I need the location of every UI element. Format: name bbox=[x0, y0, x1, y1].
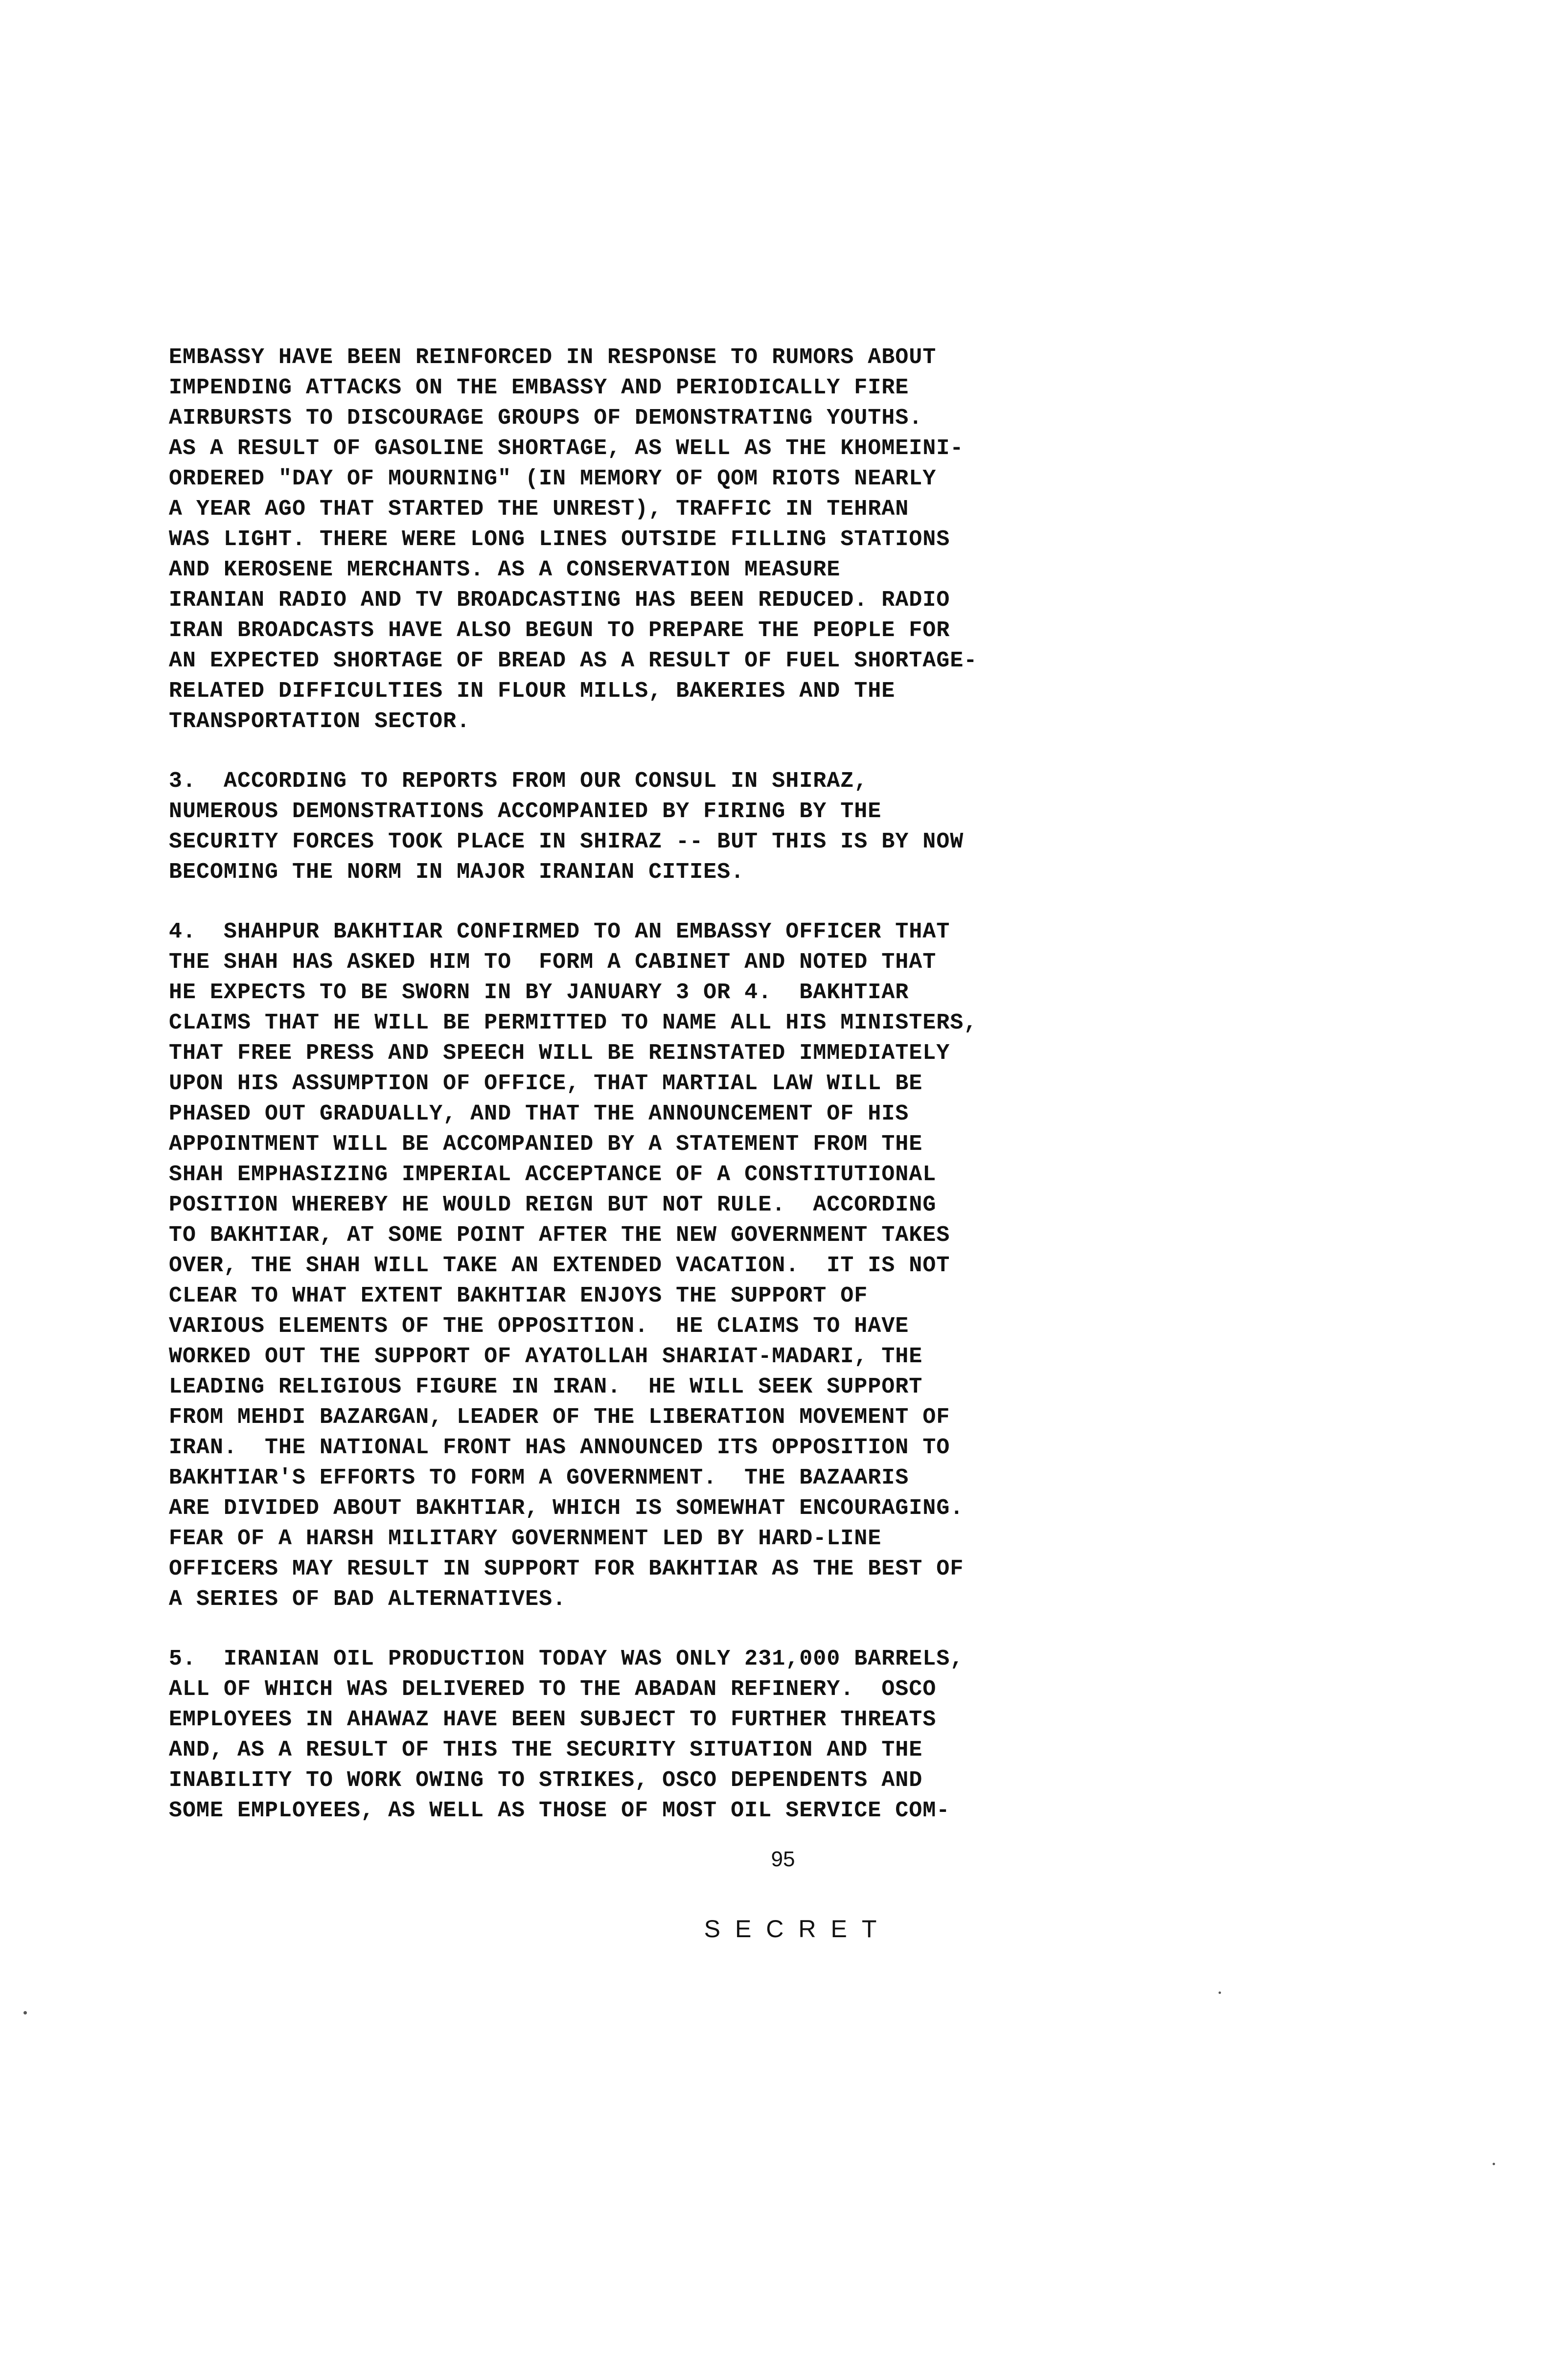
text-line: THAT FREE PRESS AND SPEECH WILL BE REINSTATED IMMEDIATELY bbox=[169, 1041, 950, 1066]
text-line: WORKED OUT THE SUPPORT OF AYATOLLAH SHARIAT-MADARI, THE bbox=[169, 1344, 923, 1369]
text-line: 5. IRANIAN OIL PRODUCTION TODAY WAS ONLY 231,000 BARRELS, bbox=[169, 1647, 964, 1671]
text-line: BAKHTIAR'S EFFORTS TO FORM A GOVERNMENT. THE BAZAARIS bbox=[169, 1465, 909, 1490]
paragraph bbox=[169, 766, 1441, 888]
text-line: UPON HIS ASSUMPTION OF OFFICE, THAT MARTIAL LAW WILL BE bbox=[169, 1071, 923, 1096]
text-line: CLAIMS THAT HE WILL BE PERMITTED TO NAME ALL HIS MINISTERS, bbox=[169, 1010, 978, 1035]
text-line: ORDERED "DAY OF MOURNING" (IN MEMORY OF QOM RIOTS NEARLY bbox=[169, 466, 937, 491]
paragraph bbox=[169, 343, 1441, 737]
text-line: NUMEROUS DEMONSTRATIONS ACCOMPANIED BY FIRING BY THE bbox=[169, 799, 882, 824]
page-number: 95 bbox=[771, 1847, 795, 1871]
document-body bbox=[169, 343, 1441, 1855]
scan-speck bbox=[1493, 2163, 1495, 2165]
text-line: OFFICERS MAY RESULT IN SUPPORT FOR BAKHTIAR AS THE BEST OF bbox=[169, 1556, 964, 1581]
text-line: 4. SHAHPUR BAKHTIAR CONFIRMED TO AN EMBASSY OFFICER THAT bbox=[169, 919, 950, 944]
text-line: THE SHAH HAS ASKED HIM TO FORM A CABINET AND NOTED THAT bbox=[169, 950, 937, 975]
paragraph bbox=[169, 1644, 1441, 1826]
text-line: AS A RESULT OF GASOLINE SHORTAGE, AS WELL AS THE KHOMEINI- bbox=[169, 436, 964, 461]
text-line: POSITION WHEREBY HE WOULD REIGN BUT NOT RULE. ACCORDING bbox=[169, 1192, 937, 1217]
text-line: AND KEROSENE MERCHANTS. AS A CONSERVATION MEASURE bbox=[169, 557, 841, 582]
text-line: ALL OF WHICH WAS DELIVERED TO THE ABADAN REFINERY. OSCO bbox=[169, 1677, 937, 1702]
text-line: APPOINTMENT WILL BE ACCOMPANIED BY A STATEMENT FROM THE bbox=[169, 1132, 923, 1157]
text-line: TO BAKHTIAR, AT SOME POINT AFTER THE NEW GOVERNMENT TAKES bbox=[169, 1223, 950, 1248]
text-line: ARE DIVIDED ABOUT BAKHTIAR, WHICH IS SOMEWHAT ENCOURAGING. bbox=[169, 1496, 964, 1521]
text-line: SOME EMPLOYEES, AS WELL AS THOSE OF MOST OIL SERVICE COM- bbox=[169, 1798, 950, 1823]
text-line: WAS LIGHT. THERE WERE LONG LINES OUTSIDE FILLING STATIONS bbox=[169, 527, 950, 552]
classification-marking: SECRET bbox=[704, 1915, 892, 1943]
text-line: A SERIES OF BAD ALTERNATIVES. bbox=[169, 1587, 567, 1612]
paragraph bbox=[169, 917, 1441, 1615]
text-line: IRANIAN RADIO AND TV BROADCASTING HAS BEEN REDUCED. RADIO bbox=[169, 588, 950, 613]
text-line: SHAH EMPHASIZING IMPERIAL ACCEPTANCE OF A CONSTITUTIONAL bbox=[169, 1162, 937, 1187]
text-line: AND, AS A RESULT OF THIS THE SECURITY SITUATION AND THE bbox=[169, 1738, 923, 1762]
text-line: AN EXPECTED SHORTAGE OF BREAD AS A RESULT OF FUEL SHORTAGE- bbox=[169, 648, 978, 673]
text-line: IRAN BROADCASTS HAVE ALSO BEGUN TO PREPARE THE PEOPLE FOR bbox=[169, 618, 950, 643]
text-line: IRAN. THE NATIONAL FRONT HAS ANNOUNCED ITS OPPOSITION TO bbox=[169, 1435, 950, 1460]
scan-speck bbox=[1219, 1991, 1221, 1994]
text-line: 3. ACCORDING TO REPORTS FROM OUR CONSUL IN SHIRAZ, bbox=[169, 769, 868, 794]
text-line: TRANSPORTATION SECTOR. bbox=[169, 709, 471, 734]
text-line: HE EXPECTS TO BE SWORN IN BY JANUARY 3 OR 4. BAKHTIAR bbox=[169, 980, 909, 1005]
text-line: PHASED OUT GRADUALLY, AND THAT THE ANNOUNCEMENT OF HIS bbox=[169, 1101, 909, 1126]
text-line: INABILITY TO WORK OWING TO STRIKES, OSCO DEPENDENTS AND bbox=[169, 1768, 923, 1793]
text-line: RELATED DIFFICULTIES IN FLOUR MILLS, BAKERIES AND THE bbox=[169, 679, 896, 704]
text-line: OVER, THE SHAH WILL TAKE AN EXTENDED VACATION. IT IS NOT bbox=[169, 1253, 950, 1278]
text-line: IMPENDING ATTACKS ON THE EMBASSY AND PERIODICALLY FIRE bbox=[169, 375, 909, 400]
text-line: VARIOUS ELEMENTS OF THE OPPOSITION. HE CLAIMS TO HAVE bbox=[169, 1314, 909, 1339]
text-line: EMPLOYEES IN AHAWAZ HAVE BEEN SUBJECT TO FURTHER THREATS bbox=[169, 1707, 937, 1732]
text-line: BECOMING THE NORM IN MAJOR IRANIAN CITIES. bbox=[169, 860, 745, 885]
text-line: EMBASSY HAVE BEEN REINFORCED IN RESPONSE TO RUMORS ABOUT bbox=[169, 345, 937, 370]
text-line: LEADING RELIGIOUS FIGURE IN IRAN. HE WILL SEEK SUPPORT bbox=[169, 1374, 923, 1399]
scan-speck bbox=[23, 2011, 27, 2014]
text-line: AIRBURSTS TO DISCOURAGE GROUPS OF DEMONSTRATING YOUTHS. bbox=[169, 406, 923, 431]
text-line: CLEAR TO WHAT EXTENT BAKHTIAR ENJOYS THE SUPPORT OF bbox=[169, 1283, 868, 1308]
text-line: FROM MEHDI BAZARGAN, LEADER OF THE LIBERATION MOVEMENT OF bbox=[169, 1405, 950, 1430]
text-line: A YEAR AGO THAT STARTED THE UNREST), TRAFFIC IN TEHRAN bbox=[169, 497, 909, 522]
text-line: FEAR OF A HARSH MILITARY GOVERNMENT LED BY HARD-LINE bbox=[169, 1526, 882, 1551]
text-line: SECURITY FORCES TOOK PLACE IN SHIRAZ -- BUT THIS IS BY NOW bbox=[169, 829, 964, 854]
